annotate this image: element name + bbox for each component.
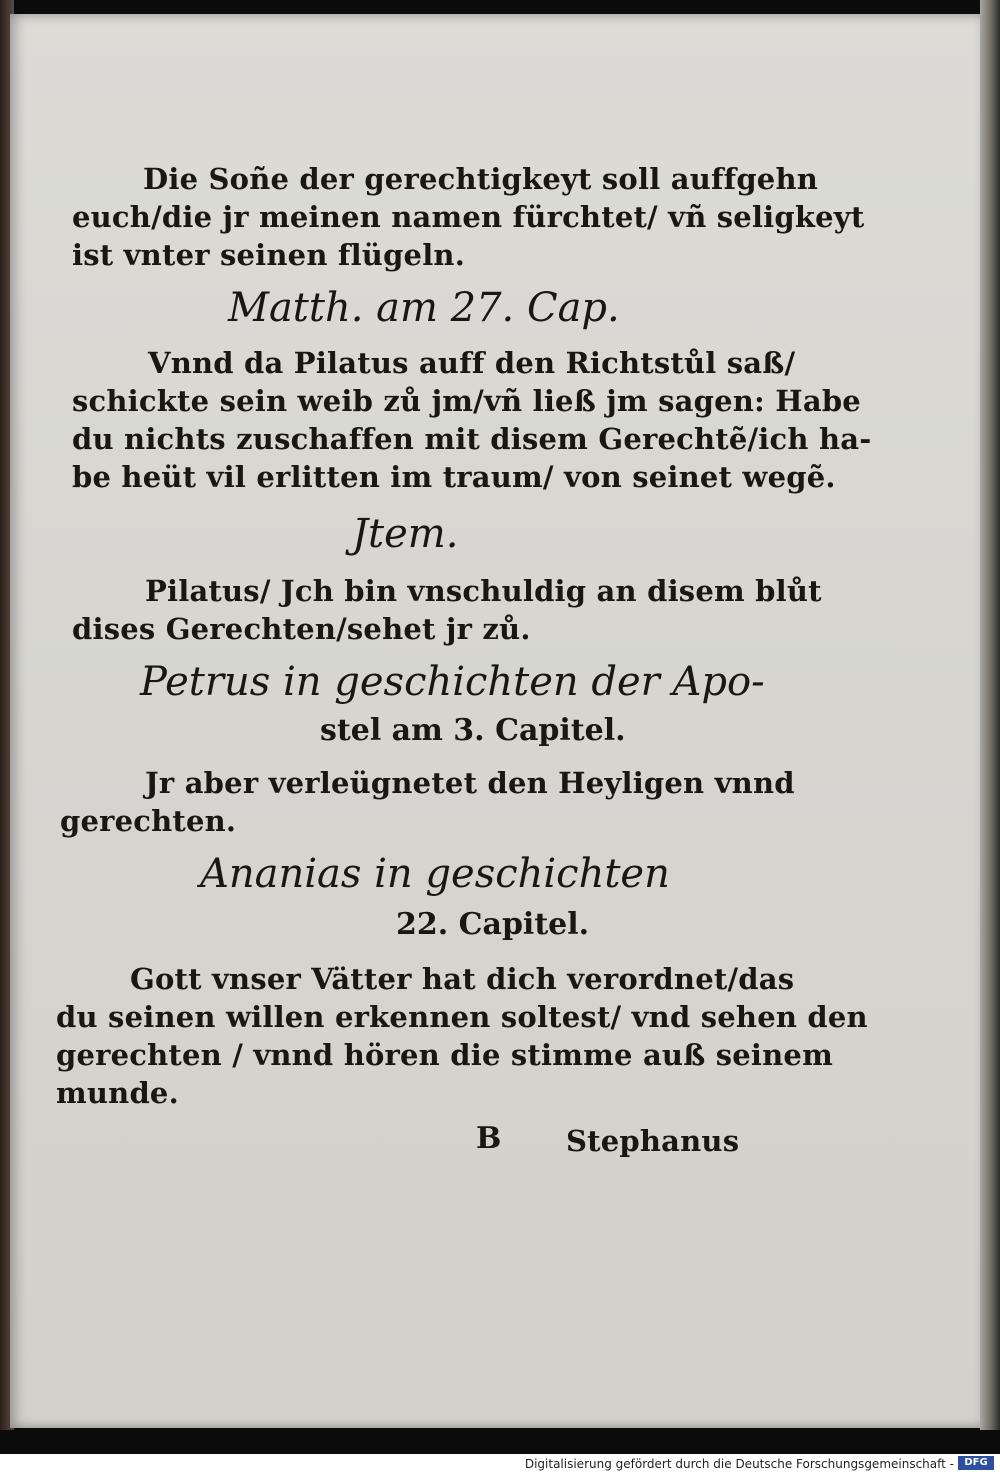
text-line: Vnnd da Pilatus auff den Richtstůl saß/	[148, 346, 796, 380]
heading-ananias: Ananias in geschichten	[200, 851, 670, 897]
text-line: Die Soñe der gerechtigkeyt soll auffgehn	[143, 162, 819, 196]
heading-item: Jtem.	[352, 511, 459, 557]
heading-petrus: Petrus in geschichten der Apo-	[140, 659, 765, 705]
heading-ananias-continued: 22. Capitel.	[396, 907, 590, 942]
signature-mark: B	[476, 1121, 502, 1156]
text-line: Jr aber verleügnetet den Heyligen vnnd	[145, 766, 795, 800]
text-line: munde.	[56, 1076, 179, 1110]
text-line: be heüt vil erlitten im traum/ von seinet wegẽ.	[72, 460, 836, 494]
page-fore-edge	[980, 0, 1000, 1430]
text-line: du nichts zuschaffen mit disem Gerechtẽ/ich ha-	[72, 422, 872, 456]
dfg-logo: DFG	[958, 1456, 994, 1470]
text-line: gerechten.	[60, 804, 237, 838]
heading-petrus-continued: stel am 3. Capitel.	[320, 713, 626, 748]
text-line: du seinen willen erkennen soltest/ vnd sehen den	[56, 1000, 868, 1034]
text-line: schickte sein weib zů jm/vñ ließ jm sagen: Habe	[72, 384, 861, 418]
text-line: Gott vnser Vätter hat dich verordnet/das	[130, 962, 795, 996]
footer-credit: Digitalisierung gefördert durch die Deutsche Forschungsgemeinschaft -	[524, 1457, 954, 1471]
text-line: gerechten / vnnd hören die stimme auß seinem	[56, 1038, 833, 1072]
heading-matthew: Matth. am 27. Cap.	[228, 285, 620, 331]
text-line: ist vnter seinen flügeln.	[72, 238, 466, 272]
catchword: Stephanus	[566, 1124, 740, 1158]
text-line: dises Gerechten/sehet jr zů.	[72, 612, 531, 646]
text-line: Pilatus/ Jch bin vnschuldig an disem blůt	[145, 574, 822, 608]
text-line: euch/die jr meinen namen fürchtet/ vñ seligkeyt	[72, 200, 865, 234]
